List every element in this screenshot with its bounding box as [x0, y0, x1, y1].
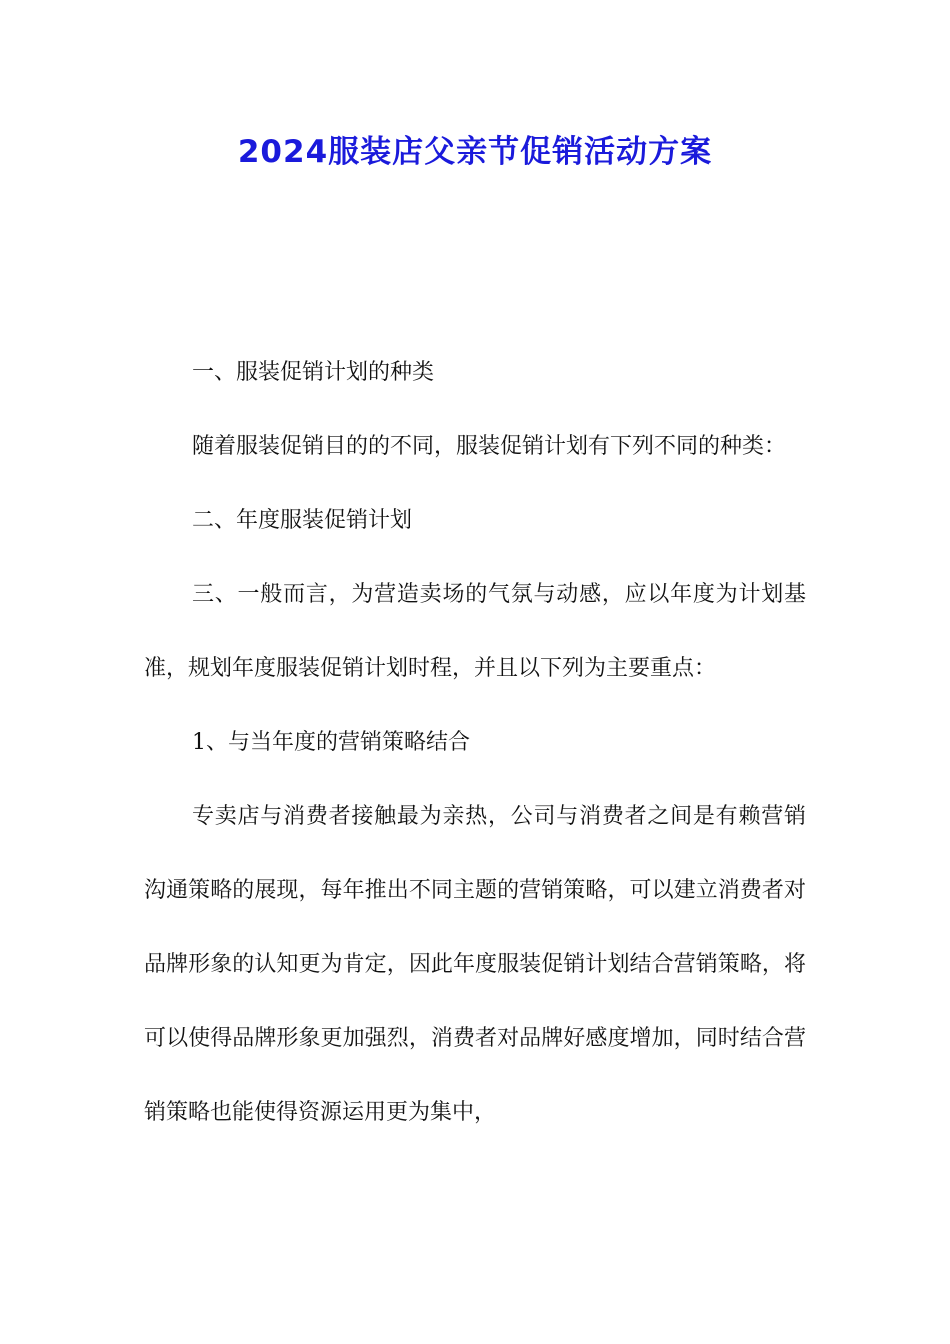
document-body: [144, 336, 806, 1150]
paragraph-marketing-strategy: 专卖店与消费者接触最为亲热，公司与消费者之间是有赖营销沟通策略的展现，每年推出不同主题的营销策略，可以建立消费者对品牌形象的认知更为肯定，因此年度服装促销计划结合营销策略，将可以使得品牌形象更加强烈，消费者对品牌好感度增加，同时结合营销策略也能使得资源运用更为集中，: [144, 804, 806, 1125]
paragraph-types-intro: 随着服装促销目的的不同，服装促销计划有下列不同的种类：: [192, 434, 787, 459]
heading-marketing-strategy: 1、与当年度的营销策略结合: [192, 730, 470, 755]
heading-promotion-types: 一、服装促销计划的种类: [192, 360, 435, 385]
heading-annual-plan: 二、年度服装促销计划: [192, 508, 413, 533]
paragraph-annual-basis: 三、一般而言，为营造卖场的气氛与动感，应以年度为计划基准，规划年度服装促销计划时程，并且以下列为主要重点：: [144, 582, 806, 681]
document-title: 2024服装店父亲节促销活动方案: [237, 134, 713, 170]
